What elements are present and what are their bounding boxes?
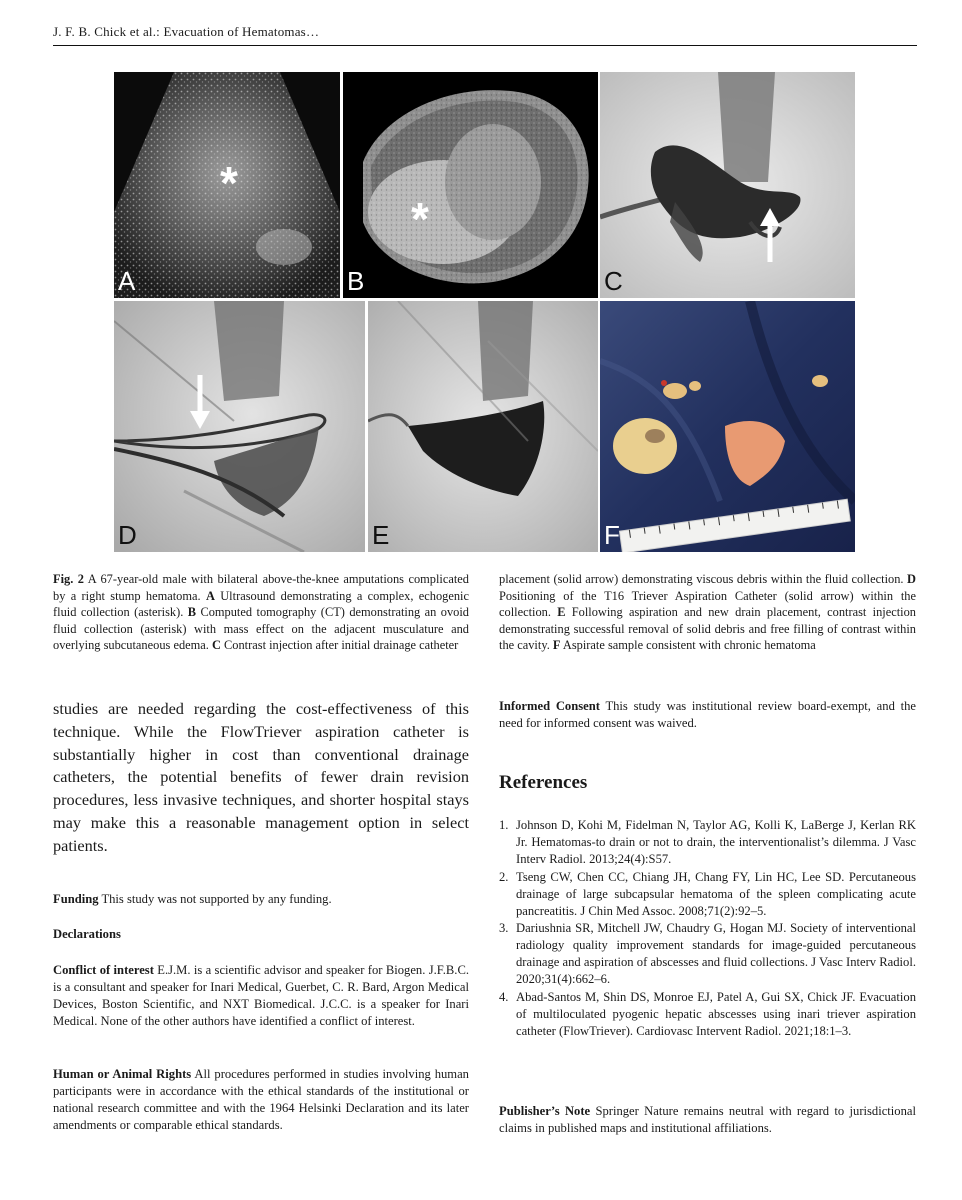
human-rights-section (53, 1066, 469, 1134)
figure-caption-left (53, 571, 469, 654)
publisher-note-section (499, 1103, 916, 1137)
caption-text: A 67-year-old male with bilateral above-the-knee amputations complicated by a right stump hematoma. (53, 572, 469, 603)
panel-f-label: F (604, 520, 620, 550)
body-paragraph: studies are needed regarding the cost-effectiveness of this technique. While the FlowTriever aspiration catheter is substantially higher in cost than conventional drainage catheters, the potential benefits of fewer drain revision procedures, less invasive techniques, and shorter hospital stays may make this a reasonable management option in select patients. (53, 699, 469, 855)
human-rights-heading: Human or Animal Rights (53, 1067, 192, 1081)
reference-item (499, 869, 916, 920)
conflict-of-interest-section (53, 962, 469, 1030)
fluoroscopy-image-d (114, 301, 365, 552)
panel-b-label: B (347, 266, 365, 296)
reference-item (499, 817, 916, 868)
panel-d-label: D (118, 520, 137, 550)
panel-c-contrast (600, 72, 855, 298)
caption-panel-ref: A (205, 588, 215, 603)
caption-text: Contrast injection after initial drainage catheter (220, 638, 459, 653)
caption-fig-label: Fig. 2 (53, 572, 84, 586)
conflict-heading: Conflict of interest (53, 963, 154, 977)
fluoroscopy-image-e (368, 301, 598, 552)
ct-image (343, 72, 598, 298)
caption-text: Positioning of the T16 Triever Aspiration Catheter (solid arrow) within the collection. (499, 588, 916, 620)
caption-text: Following aspiration and new drain placement, contrast injection demonstrating successful removal of solid debris and free filling of contrast within the cavity. (499, 605, 916, 653)
consent-heading: Informed Consent (499, 699, 600, 713)
reference-number: 1. (499, 818, 509, 832)
reference-item (499, 920, 916, 988)
consent-text: This study was institutional review board-exempt, and the need for informed consent was waived. (499, 699, 916, 730)
reference-text: Johnson D, Kohi M, Fidelman N, Taylor AG, Kolli K, LaBerge J, Kerlan RK Jr. Hematomas-to drain or not to drain, the interventionalist’s dilemma. J Vasc Interv Radiol. 2013;24(4):S57. (516, 818, 916, 866)
publisher-note-heading: Publisher’s Note (499, 1104, 591, 1118)
caption-panel-ref: E (557, 605, 566, 620)
header-rule (53, 45, 917, 46)
panel-d-catheter (114, 301, 365, 552)
panel-e-post-aspiration (368, 301, 598, 552)
caption-text: Ultrasound demonstrating a complex, echogenic fluid collection (asterisk). (53, 588, 469, 620)
caption-panel-ref: F (552, 638, 561, 653)
fluoroscopy-image-c (600, 72, 855, 298)
caption-text: Computed tomography (CT) demonstrating an ovoid fluid collection (asterisk) with mass effect on the adjacent musculature and overlying subcutaneous edema. (53, 605, 469, 653)
informed-consent-section (499, 698, 916, 732)
caption-panel-ref: D (907, 572, 916, 586)
human-rights-text: All procedures performed in studies involving human participants were in accordance with the ethical standards of the institutional or national research committee and with the 1964 Helsinki Declaration and its later amendments or comparable ethical standards. (53, 1067, 469, 1132)
funding-section (53, 891, 469, 908)
panel-b-ct (343, 72, 598, 298)
declarations-heading: Declarations (53, 927, 121, 941)
reference-text: Dariushnia SR, Mitchell JW, Chaudry G, Hogan MJ. Society of interventional radiology quality improvement standards for image-guided percutaneous drainage and aspiration of abscesses and fluid collections. J Vasc Interv Radiol. 2020;31(4):662–6. (516, 921, 916, 986)
figure-2 (114, 72, 855, 552)
reference-list (499, 817, 916, 1040)
reference-text: Abad-Santos M, Shin DS, Monroe EJ, Patel A, Gui SX, Chick JF. Evacuation of multiloculated pyogenic hepatic abscesses using inari triever aspiration catheter (FlowTriever). Cardiovasc Intervent Radiol. 2021;18:1–3. (516, 989, 916, 1038)
panel-f-aspirate-photo (600, 301, 855, 552)
publisher-note-text: Springer Nature remains neutral with regard to jurisdictional claims in published maps and institutional affiliations. (499, 1104, 916, 1135)
asterisk-marker: * (220, 157, 238, 209)
caption-text: Aspirate sample consistent with chronic hematoma (560, 638, 816, 653)
caption-text: placement (solid arrow) demonstrating viscous debris within the fluid collection. (499, 572, 908, 586)
reference-text: Tseng CW, Chen CC, Chiang JH, Chang FY, Lin HC, Lee SD. Percutaneous drainage of large subcapsular hematoma of the spleen complicating acute pancreatitis. J Chin Med Assoc. 2008;71(2):92–5. (516, 869, 916, 918)
references-heading: References (499, 772, 588, 793)
panel-a-ultrasound (114, 72, 340, 298)
reference-number: 3. (499, 921, 509, 935)
conflict-text: E.J.M. is a scientific advisor and speaker for Biogen. J.F.B.C. is a consultant and speaker for Inari Medical, Guerbet, C. R. Bard, Argon Medical Devices, Boston Scientific, and NXT Biomedical. J.C.C. is a speaker for Inari Medical. None of the other authors have identified a conflict of interest. (53, 963, 470, 1028)
panel-e-label: E (372, 520, 390, 550)
running-header: J. F. B. Chick et al.: Evacuation of Hematomas… (53, 24, 320, 39)
reference-number: 2. (499, 869, 509, 884)
reference-number: 4. (499, 989, 509, 1004)
figure-caption-right (499, 571, 916, 654)
funding-text: This study was not supported by any funding. (101, 892, 332, 906)
panel-c-label: C (604, 266, 623, 296)
aspirate-photo (600, 301, 855, 552)
panel-a-label: A (118, 266, 136, 296)
asterisk-marker: * (411, 193, 429, 245)
caption-panel-ref: B (187, 605, 197, 620)
funding-heading: Funding (53, 892, 99, 906)
caption-panel-ref: C (211, 638, 221, 653)
reference-item (499, 989, 916, 1040)
